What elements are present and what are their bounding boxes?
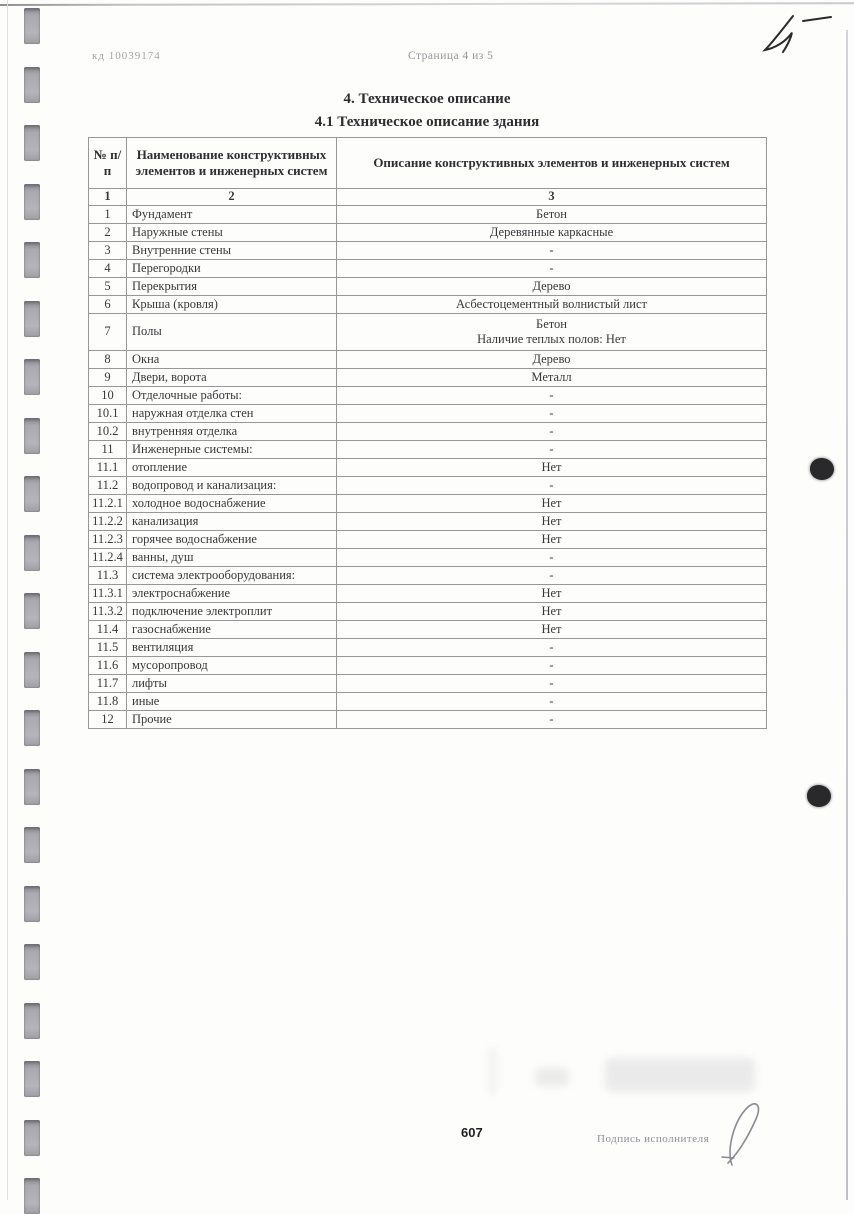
binding-mark	[24, 652, 40, 688]
technical-description-table	[88, 137, 767, 729]
element-name-cell: холодное водоснабжение	[127, 495, 337, 513]
element-name-cell: Прочие	[127, 711, 337, 729]
table-row	[89, 549, 767, 567]
element-description-cell: Металл	[337, 369, 767, 387]
binding-mark	[24, 359, 40, 395]
element-description-cell: Дерево	[337, 278, 767, 296]
row-number-cell: 11.2	[89, 477, 127, 495]
binding-mark	[24, 593, 40, 629]
element-name-cell: Наружные стены	[127, 224, 337, 242]
binding-mark	[24, 710, 40, 746]
binding-mark	[24, 8, 40, 44]
row-number-cell: 2	[89, 224, 127, 242]
document-id: кд 10039174	[92, 50, 161, 62]
binding-mark	[24, 535, 40, 571]
binding-mark	[24, 301, 40, 337]
element-description-cell: Нет	[337, 459, 767, 477]
table-row	[89, 314, 767, 351]
binding-mark	[24, 944, 40, 980]
row-number-cell: 11.2.3	[89, 531, 127, 549]
row-number-cell: 3	[89, 242, 127, 260]
table-row	[89, 513, 767, 531]
row-number-cell: 11.4	[89, 621, 127, 639]
titles-block	[88, 91, 766, 131]
element-description-cell: -	[337, 260, 767, 278]
element-name-cell: горячее водоснабжение	[127, 531, 337, 549]
binding-mark	[24, 1061, 40, 1097]
element-name-cell: электроснабжение	[127, 585, 337, 603]
element-description-cell: Нет	[337, 513, 767, 531]
col-header-name: Наименование конструктивных элементов и инженерных систем	[127, 138, 337, 189]
element-name-cell: наружная отделка стен	[127, 405, 337, 423]
element-description-cell: Нет	[337, 603, 767, 621]
element-description-cell: Дерево	[337, 351, 767, 369]
row-number-cell: 10.2	[89, 423, 127, 441]
ghost-smudge	[535, 1068, 569, 1086]
table-body	[89, 206, 767, 729]
row-number-cell: 1	[89, 206, 127, 224]
element-name-cell: система электрооборудования:	[127, 567, 337, 585]
col-number-3: 3	[337, 189, 767, 206]
punch-hole	[807, 785, 831, 807]
element-name-cell: Внутренние стены	[127, 242, 337, 260]
row-number-cell: 11.3	[89, 567, 127, 585]
row-number-cell: 10	[89, 387, 127, 405]
table-row	[89, 260, 767, 278]
table-row	[89, 495, 767, 513]
row-number-cell: 11.3.2	[89, 603, 127, 621]
ghost-smudge	[605, 1058, 755, 1092]
row-number-cell: 8	[89, 351, 127, 369]
element-name-cell: Окна	[127, 351, 337, 369]
table-row	[89, 459, 767, 477]
description-line: Бетон	[536, 316, 567, 331]
scan-left-edge	[7, 0, 8, 1200]
table-row	[89, 711, 767, 729]
table-row	[89, 477, 767, 495]
table-row	[89, 567, 767, 585]
element-description-cell: Нет	[337, 531, 767, 549]
element-name-cell: Крыша (кровля)	[127, 296, 337, 314]
row-number-cell: 11.5	[89, 639, 127, 657]
table-row	[89, 405, 767, 423]
section-title: 4. Техническое описание	[343, 91, 511, 107]
binding-mark	[24, 418, 40, 454]
binding-mark	[24, 1120, 40, 1156]
section-subtitle: 4.1 Техническое описание здания	[314, 114, 540, 130]
table-row	[89, 603, 767, 621]
row-number-cell: 11.2.4	[89, 549, 127, 567]
table-row	[89, 639, 767, 657]
element-name-cell: вентиляция	[127, 639, 337, 657]
element-name-cell: мусоропровод	[127, 657, 337, 675]
table-row	[89, 423, 767, 441]
binding-mark	[24, 67, 40, 103]
element-name-cell: водопровод и канализация:	[127, 477, 337, 495]
table-row	[89, 296, 767, 314]
page-header: Страница 4 из 5	[408, 50, 494, 62]
element-name-cell: подключение электроплит	[127, 603, 337, 621]
element-description-cell: -	[337, 549, 767, 567]
row-number-cell: 7	[89, 314, 127, 351]
table-row	[89, 278, 767, 296]
row-number-cell: 4	[89, 260, 127, 278]
scan-right-edge	[846, 30, 848, 1200]
binding-mark	[24, 476, 40, 512]
page-number: 607	[461, 1125, 483, 1140]
element-description-cell: Бетон	[337, 206, 767, 224]
element-name-cell: отопление	[127, 459, 337, 477]
element-description-cell: -	[337, 242, 767, 260]
element-description-cell: -	[337, 423, 767, 441]
table-row	[89, 657, 767, 675]
executor-signature-icon	[718, 1095, 778, 1175]
row-number-cell: 5	[89, 278, 127, 296]
binding-mark	[24, 1178, 40, 1214]
binding-mark	[24, 827, 40, 863]
description-line: Наличие теплых полов: Нет	[477, 332, 626, 346]
binding-mark	[24, 1003, 40, 1039]
col-header-desc: Описание конструктивных элементов и инженерных систем	[337, 138, 767, 189]
element-description-cell: Асбестоцементный волнистый лист	[337, 296, 767, 314]
scan-top-edge	[0, 2, 854, 6]
element-description-cell: -	[337, 711, 767, 729]
element-name-cell: Перегородки	[127, 260, 337, 278]
table-row	[89, 369, 767, 387]
element-description-cell: -	[337, 639, 767, 657]
binding-mark	[24, 886, 40, 922]
binding-mark	[24, 184, 40, 220]
table-row	[89, 224, 767, 242]
element-name-cell: Фундамент	[127, 206, 337, 224]
row-number-cell: 11.2.2	[89, 513, 127, 531]
binding-mark	[24, 125, 40, 161]
table-header-row	[89, 138, 767, 189]
element-name-cell: канализация	[127, 513, 337, 531]
binding-mark	[24, 769, 40, 805]
element-description-cell: Деревянные каркасные	[337, 224, 767, 242]
element-description-cell: -	[337, 567, 767, 585]
row-number-cell: 11.6	[89, 657, 127, 675]
element-name-cell: Полы	[127, 314, 337, 351]
table-row	[89, 675, 767, 693]
table-row	[89, 693, 767, 711]
element-name-cell: ванны, душ	[127, 549, 337, 567]
element-name-cell: Отделочные работы:	[127, 387, 337, 405]
ghost-smudge	[490, 1048, 495, 1094]
element-name-cell: иные	[127, 693, 337, 711]
table-row	[89, 387, 767, 405]
column-number-row	[89, 189, 767, 206]
handwritten-mark-icon	[755, 8, 835, 63]
element-description-cell: -	[337, 675, 767, 693]
table-row	[89, 206, 767, 224]
row-number-cell: 12	[89, 711, 127, 729]
row-number-cell: 11.1	[89, 459, 127, 477]
element-name-cell: Перекрытия	[127, 278, 337, 296]
row-number-cell: 11.2.1	[89, 495, 127, 513]
table-row	[89, 621, 767, 639]
element-description-cell: Нет	[337, 585, 767, 603]
row-number-cell: 11.7	[89, 675, 127, 693]
col-number-2: 2	[127, 189, 337, 206]
table-row	[89, 441, 767, 459]
element-description-cell: -	[337, 657, 767, 675]
row-number-cell: 11.8	[89, 693, 127, 711]
element-description-cell	[337, 314, 767, 351]
row-number-cell: 10.1	[89, 405, 127, 423]
table-row	[89, 531, 767, 549]
element-description-cell: Нет	[337, 621, 767, 639]
row-number-cell: 11.3.1	[89, 585, 127, 603]
table-row	[89, 585, 767, 603]
table-row	[89, 242, 767, 260]
row-number-cell: 6	[89, 296, 127, 314]
element-description-cell: Нет	[337, 495, 767, 513]
element-name-cell: внутренняя отделка	[127, 423, 337, 441]
punch-hole	[810, 458, 834, 480]
col-number-1: 1	[89, 189, 127, 206]
col-header-num: № п/п	[89, 138, 127, 189]
element-name-cell: Инженерные системы:	[127, 441, 337, 459]
element-description-cell: -	[337, 693, 767, 711]
element-description-cell: -	[337, 441, 767, 459]
binding-mark	[24, 242, 40, 278]
signature-label: Подпись исполнителя	[597, 1133, 710, 1145]
element-description-cell: -	[337, 387, 767, 405]
element-name-cell: газоснабжение	[127, 621, 337, 639]
row-number-cell: 9	[89, 369, 127, 387]
table-row	[89, 351, 767, 369]
element-name-cell: лифты	[127, 675, 337, 693]
element-name-cell: Двери, ворота	[127, 369, 337, 387]
row-number-cell: 11	[89, 441, 127, 459]
element-description-cell: -	[337, 405, 767, 423]
element-description-cell: -	[337, 477, 767, 495]
